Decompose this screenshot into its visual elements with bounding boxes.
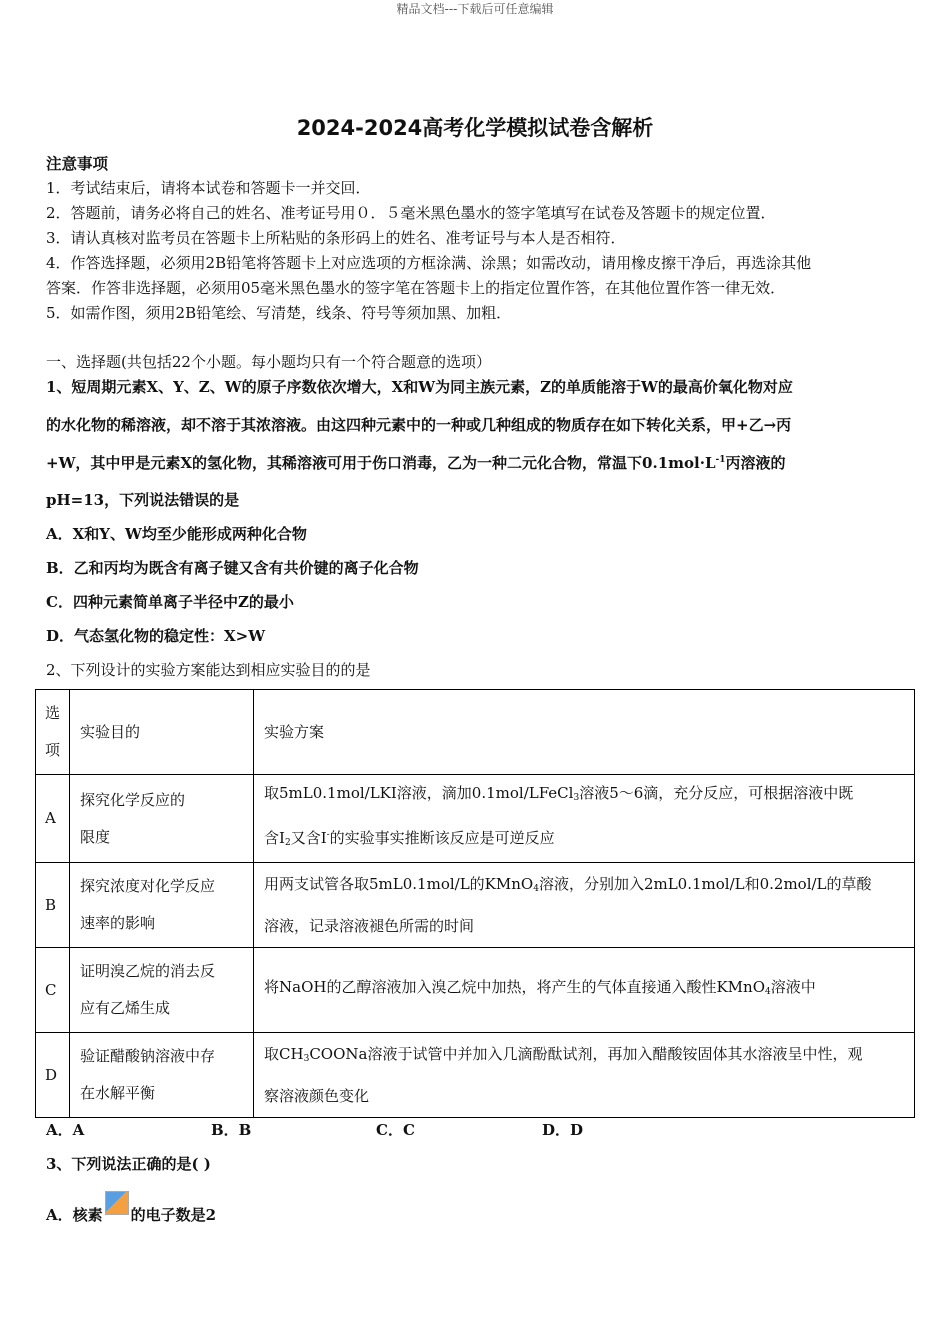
- notice-item-4-cont: 答案．作答非选择题，必须用05毫米黑色墨水的签字笔在答题卡上的指定位置作答，在其他位置作答一律无效．: [46, 279, 786, 297]
- q2-answer-d: D．D: [542, 1121, 584, 1139]
- q1-stem-line4: pH=13，下列说法错误的是: [46, 491, 240, 509]
- row-purpose: 证明溴乙烷的消去反 应有乙烯生成: [70, 948, 254, 1033]
- q2-answer-c: C．C: [376, 1121, 415, 1139]
- header-plan: 实验方案: [254, 690, 915, 775]
- q2-answer-b: B．B: [211, 1121, 252, 1139]
- table-row: [36, 948, 915, 1033]
- row-plan: 取5mL0.1mol/LKI溶液，滴加0.1mol/LFeCl$_3$溶液5～6滴，充分反应，可根据溶液中既 含$I_2$又含I-的实验事实推断该反应是可逆反应: [254, 775, 915, 863]
- table-row: [36, 1033, 915, 1118]
- q1-option-c: C．四种元素简单离子半径中Z的最小: [46, 593, 294, 611]
- row-option: D: [36, 1033, 70, 1118]
- q1-option-a: A．X和Y、W均至少能形成两种化合物: [46, 525, 307, 543]
- q1-option-d: D．气态氢化物的稳定性：X>W: [46, 627, 266, 645]
- q3-option-a: A．核素 的电子数是2: [46, 1199, 216, 1225]
- table-header-row: [36, 690, 915, 775]
- page-header-note: 精品文档---下载后可任意编辑: [396, 2, 554, 16]
- row-option: C: [36, 948, 70, 1033]
- notice-item-5: 5．如需作图，须用2B铅笔绘、写清楚，线条、符号等须加黑、加粗．: [46, 304, 512, 322]
- document-title: 2024-2024高考化学模拟试卷含解析: [296, 116, 654, 140]
- notice-item-3: 3．请认真核对监考员在答题卡上所粘贴的条形码上的姓名、准考证号与本人是否相符．: [46, 229, 626, 247]
- q2-stem: 2、下列设计的实验方案能达到相应实验目的的是: [46, 661, 371, 679]
- notice-item-1: 1．考试结束后，请将本试卷和答题卡一并交回．: [46, 179, 371, 197]
- row-option: A: [36, 775, 70, 863]
- table-row: [36, 775, 915, 863]
- row-plan: 取$CH_3COONa$溶液于试管中并加入几滴酚酞试剂，再加入醋酸铵固体其水溶液呈中性，观 察溶液颜色变化: [254, 1033, 915, 1118]
- q1-stem-line3: +W，其中甲是元素X的氢化物，其稀溶液可用于伤口消毒，乙为一种二元化合物，常温下$0.1mol\cdot L^{-1}$丙溶液的: [46, 454, 786, 472]
- row-plan: 将NaOH的乙醇溶液加入溴乙烷中加热，将产生的气体直接通入酸性KMnO$_4$溶液中: [254, 948, 915, 1033]
- q1-stem-line2: 的水化物的稀溶液，却不溶于其浓溶液。由这四种元素中的一种或几种组成的物质存在如下转化关系，甲+乙→丙: [46, 416, 792, 434]
- notice-heading: 注意事项: [46, 154, 109, 173]
- notice-item-2: 2．答题前，请务必将自己的姓名、准考证号用０．５毫米黑色墨水的签字笔填写在试卷及答题卡的规定位置．: [46, 204, 776, 222]
- row-purpose: 探究化学反应的 限度: [70, 775, 254, 863]
- header-option: 选 项: [36, 690, 70, 775]
- row-purpose: 验证醋酸钠溶液中存 在水解平衡: [70, 1033, 254, 1118]
- row-option: B: [36, 863, 70, 948]
- q2-answer-a: A．A: [46, 1121, 85, 1139]
- table-row: [36, 863, 915, 948]
- row-purpose: 探究浓度对化学反应 速率的影响: [70, 863, 254, 948]
- q3-stem: 3、下列说法正确的是( ): [46, 1155, 211, 1173]
- q1-option-b: B．乙和丙均为既含有离子键又含有共价键的离子化合物: [46, 559, 419, 577]
- nuclide-image-icon: [105, 1191, 129, 1215]
- section-heading: 一、选择题(共包括22个小题。每小题均只有一个符合题意的选项）: [46, 353, 491, 371]
- q1-stem-line1: 1、短周期元素X、Y、Z、W的原子序数依次增大，X和W为同主族元素，Z的单质能溶于W的最高价氧化物对应: [46, 378, 793, 396]
- notice-item-4: 4．作答选择题，必须用2B铅笔将答题卡上对应选项的方框涂满、涂黑；如需改动，请用橡皮擦干净后，再选涂其他: [46, 254, 812, 272]
- row-plan: 用两支试管各取5mL0.1mol/L的KMnO$_4$溶液，分别加入2mL0.1mol/L和0.2mol/L的草酸 溶液，记录溶液褪色所需的时间: [254, 863, 915, 948]
- experiment-table: [35, 689, 915, 1118]
- header-purpose: 实验目的: [70, 690, 254, 775]
